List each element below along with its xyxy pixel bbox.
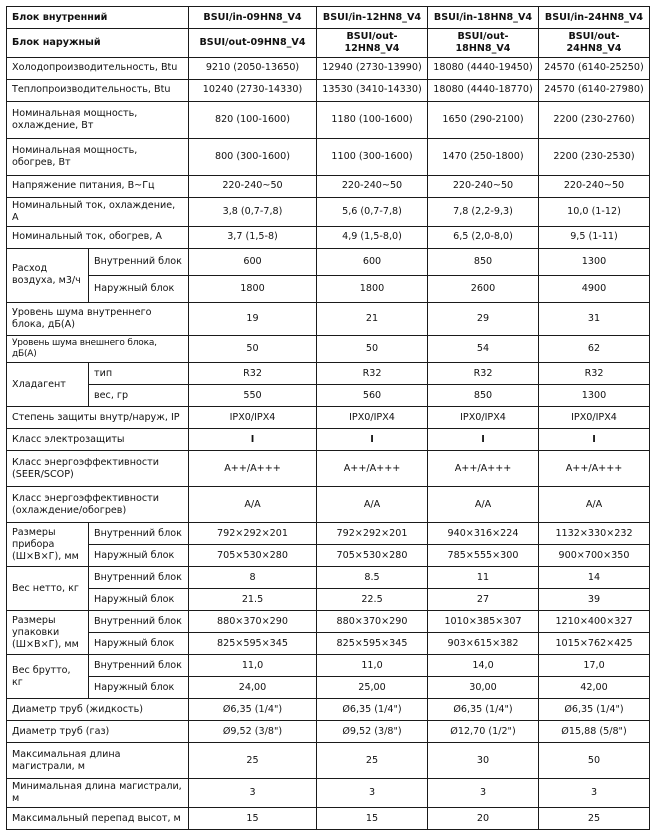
table-row-voltage: [7, 175, 650, 197]
value-cell: 11,0: [317, 655, 428, 677]
table-row-pipe-liquid: [7, 699, 650, 721]
value-cell: 54: [428, 335, 539, 363]
value-cell: 800 (300-1600): [189, 138, 317, 175]
outdoor-model: BSUI/out-24HN8_V4: [539, 29, 650, 58]
value-cell: 14,0: [428, 655, 539, 677]
sub-label: вес, гр: [89, 385, 189, 407]
value-cell: 7,8 (2,2-9,3): [428, 197, 539, 226]
value-cell: 17,0: [539, 655, 650, 677]
value-cell: 825×595×345: [317, 633, 428, 655]
table-row-current-cool: [7, 197, 650, 226]
value-cell: 560: [317, 385, 428, 407]
table-row-dimensions-indoor: [7, 523, 650, 545]
row-label: Максимальная длина магистрали, м: [7, 743, 189, 779]
row-label: Степень защиты внутр/наруж, IP: [7, 407, 189, 429]
value-cell: 3: [428, 779, 539, 808]
value-cell: 27: [428, 589, 539, 611]
value-cell: 940×316×224: [428, 523, 539, 545]
table-row-dimensions-outdoor: [7, 545, 650, 567]
value-cell: 825×595×345: [189, 633, 317, 655]
value-cell: 6,5 (2,0-8,0): [428, 226, 539, 248]
outdoor-model: BSUI/out-12HN8_V4: [317, 29, 428, 58]
sub-label: Внутренний блок: [89, 655, 189, 677]
table-row-package-outdoor: [7, 633, 650, 655]
table-row-max-length: [7, 743, 650, 779]
value-cell: 18080 (4440-19450): [428, 57, 539, 79]
value-cell: 25: [317, 743, 428, 779]
value-cell: 903×615×382: [428, 633, 539, 655]
value-cell: 4,9 (1,5-8,0): [317, 226, 428, 248]
value-cell: 9,5 (1-11): [539, 226, 650, 248]
value-cell: 880×370×290: [317, 611, 428, 633]
value-cell: 15: [317, 808, 428, 830]
value-cell: 820 (100-1600): [189, 101, 317, 138]
value-cell: 11,0: [189, 655, 317, 677]
value-cell: 850: [428, 248, 539, 275]
row-label: Максимальный перепад высот, м: [7, 808, 189, 830]
sub-label: Внутренний блок: [89, 523, 189, 545]
value-cell: 2200 (230-2760): [539, 101, 650, 138]
indoor-model: BSUI/in-09HN8_V4: [189, 7, 317, 29]
value-cell: 600: [189, 248, 317, 275]
sub-label: Наружный блок: [89, 589, 189, 611]
table-row-min-length: [7, 779, 650, 808]
sub-label: Внутренний блок: [89, 248, 189, 275]
value-cell: 4900: [539, 275, 650, 302]
value-cell: Ø6,35 (1/4"): [189, 699, 317, 721]
header-row-outdoor: [7, 29, 650, 58]
sub-label: Наружный блок: [89, 545, 189, 567]
value-cell: 21: [317, 302, 428, 335]
value-cell: 5,6 (0,7-7,8): [317, 197, 428, 226]
value-cell: 18080 (4440-18770): [428, 79, 539, 101]
value-cell: 880×370×290: [189, 611, 317, 633]
table-row-gross-weight-indoor: [7, 655, 650, 677]
value-cell: 13530 (3410-14330): [317, 79, 428, 101]
value-cell: 10240 (2730-14330): [189, 79, 317, 101]
value-cell: 8: [189, 567, 317, 589]
row-label: Номинальный ток, охлаждение, А: [7, 197, 189, 226]
value-cell: 1100 (300-1600): [317, 138, 428, 175]
value-cell: 792×292×201: [189, 523, 317, 545]
value-cell: 30: [428, 743, 539, 779]
row-label: Класс энергоэффективности (охлаждение/обогрев): [7, 487, 189, 523]
table-row-package-indoor: [7, 611, 650, 633]
value-cell: A/A: [317, 487, 428, 523]
row-label: Минимальная длина магистрали, м: [7, 779, 189, 808]
value-cell: A/A: [189, 487, 317, 523]
table-row-protection: [7, 407, 650, 429]
value-cell: A/A: [428, 487, 539, 523]
table-row-current-heat: [7, 226, 650, 248]
table-row-power-cool: [7, 101, 650, 138]
value-cell: 31: [539, 302, 650, 335]
value-cell: 9210 (2050-13650): [189, 57, 317, 79]
value-cell: A/A: [539, 487, 650, 523]
value-cell: R32: [428, 363, 539, 385]
table-row-net-weight-indoor: [7, 567, 650, 589]
outdoor-unit-label: Блок наружный: [7, 29, 189, 58]
value-cell: A++/A+++: [539, 451, 650, 487]
value-cell: 220-240~50: [317, 175, 428, 197]
value-cell: I: [428, 429, 539, 451]
table-row-noise-outdoor: [7, 335, 650, 363]
value-cell: R32: [317, 363, 428, 385]
value-cell: 1470 (250-1800): [428, 138, 539, 175]
value-cell: 2600: [428, 275, 539, 302]
value-cell: 705×530×280: [317, 545, 428, 567]
value-cell: 220-240~50: [189, 175, 317, 197]
value-cell: 3,7 (1,5-8): [189, 226, 317, 248]
value-cell: Ø6,35 (1/4"): [317, 699, 428, 721]
table-row-energy-cool-heat: [7, 487, 650, 523]
value-cell: 19: [189, 302, 317, 335]
value-cell: 8.5: [317, 567, 428, 589]
table-row-net-weight-outdoor: [7, 589, 650, 611]
value-cell: 1300: [539, 248, 650, 275]
table-row-gross-weight-outdoor: [7, 677, 650, 699]
row-label: Теплопроизводительность, Btu: [7, 79, 189, 101]
spec-table: [6, 6, 650, 830]
value-cell: 24,00: [189, 677, 317, 699]
value-cell: 24570 (6140-25250): [539, 57, 650, 79]
row-label: Уровень шума внутреннего блока, дБ(А): [7, 302, 189, 335]
row-label: Диаметр труб (жидкость): [7, 699, 189, 721]
value-cell: 600: [317, 248, 428, 275]
value-cell: 792×292×201: [317, 523, 428, 545]
row-label: Номинальная мощность, охлаждение, Вт: [7, 101, 189, 138]
value-cell: 25: [189, 743, 317, 779]
indoor-model: BSUI/in-18HN8_V4: [428, 7, 539, 29]
value-cell: 1650 (290-2100): [428, 101, 539, 138]
value-cell: 3: [189, 779, 317, 808]
table-row-noise-indoor: [7, 302, 650, 335]
value-cell: R32: [189, 363, 317, 385]
indoor-unit-label: Блок внутренний: [7, 7, 189, 29]
row-label: Класс электрозащиты: [7, 429, 189, 451]
value-cell: IPX0/IPX4: [428, 407, 539, 429]
row-label: Диаметр труб (газ): [7, 721, 189, 743]
sub-label: Внутренний блок: [89, 611, 189, 633]
value-cell: 900×700×350: [539, 545, 650, 567]
value-cell: 3: [317, 779, 428, 808]
value-cell: 220-240~50: [539, 175, 650, 197]
value-cell: A++/A+++: [317, 451, 428, 487]
table-row-refrigerant-type: [7, 363, 650, 385]
value-cell: I: [317, 429, 428, 451]
value-cell: 705×530×280: [189, 545, 317, 567]
row-label: Холодопроизводительность, Btu: [7, 57, 189, 79]
table-row-energy-seer: [7, 451, 650, 487]
table-row-heat-capacity: [7, 79, 650, 101]
value-cell: 25: [539, 808, 650, 830]
row-label: Класс энергоэффективности (SEER/SCOP): [7, 451, 189, 487]
value-cell: 24570 (6140-27980): [539, 79, 650, 101]
value-cell: 1800: [317, 275, 428, 302]
value-cell: R32: [539, 363, 650, 385]
value-cell: Ø12,70 (1/2"): [428, 721, 539, 743]
value-cell: Ø6,35 (1/4"): [539, 699, 650, 721]
indoor-model: BSUI/in-24HN8_V4: [539, 7, 650, 29]
value-cell: I: [539, 429, 650, 451]
sub-label: Наружный блок: [89, 275, 189, 302]
value-cell: 62: [539, 335, 650, 363]
value-cell: IPX0/IPX4: [317, 407, 428, 429]
group-label: Расход воздуха, м3/ч: [7, 248, 89, 302]
value-cell: A++/A+++: [189, 451, 317, 487]
indoor-model: BSUI/in-12HN8_V4: [317, 7, 428, 29]
value-cell: 1132×330×232: [539, 523, 650, 545]
group-label: Вес нетто, кг: [7, 567, 89, 611]
table-row-cool-capacity: [7, 57, 650, 79]
table-row-power-heat: [7, 138, 650, 175]
value-cell: 10,0 (1-12): [539, 197, 650, 226]
value-cell: 50: [317, 335, 428, 363]
header-row-indoor: [7, 7, 650, 29]
table-row-airflow-indoor: [7, 248, 650, 275]
value-cell: 12940 (2730-13990): [317, 57, 428, 79]
row-label: Напряжение питания, В~Гц: [7, 175, 189, 197]
value-cell: 3,8 (0,7-7,8): [189, 197, 317, 226]
value-cell: IPX0/IPX4: [539, 407, 650, 429]
value-cell: 1015×762×425: [539, 633, 650, 655]
value-cell: 2200 (230-2530): [539, 138, 650, 175]
value-cell: 50: [189, 335, 317, 363]
group-label: Размеры прибора (Ш×В×Г), мм: [7, 523, 89, 567]
value-cell: 785×555×300: [428, 545, 539, 567]
value-cell: 850: [428, 385, 539, 407]
value-cell: 1300: [539, 385, 650, 407]
value-cell: Ø6,35 (1/4"): [428, 699, 539, 721]
outdoor-model: BSUI/out-09HN8_V4: [189, 29, 317, 58]
table-row-airflow-outdoor: [7, 275, 650, 302]
value-cell: 220-240~50: [428, 175, 539, 197]
value-cell: 25,00: [317, 677, 428, 699]
group-label: Хладагент: [7, 363, 89, 407]
sub-label: Внутренний блок: [89, 567, 189, 589]
value-cell: 14: [539, 567, 650, 589]
value-cell: 1800: [189, 275, 317, 302]
value-cell: 1180 (100-1600): [317, 101, 428, 138]
sub-label: Наружный блок: [89, 633, 189, 655]
value-cell: 1210×400×327: [539, 611, 650, 633]
table-row-pipe-gas: [7, 721, 650, 743]
group-label: Размеры упаковки (Ш×В×Г), мм: [7, 611, 89, 655]
value-cell: I: [189, 429, 317, 451]
value-cell: 3: [539, 779, 650, 808]
table-row-refrigerant-weight: [7, 385, 650, 407]
value-cell: Ø9,52 (3/8"): [189, 721, 317, 743]
value-cell: Ø15,88 (5/8"): [539, 721, 650, 743]
row-label: Уровень шума внешнего блока, дБ(А): [7, 335, 189, 363]
value-cell: 11: [428, 567, 539, 589]
value-cell: 42,00: [539, 677, 650, 699]
sub-label: Наружный блок: [89, 677, 189, 699]
value-cell: 1010×385×307: [428, 611, 539, 633]
value-cell: 22.5: [317, 589, 428, 611]
group-label: Вес брутто, кг: [7, 655, 89, 699]
value-cell: A++/A+++: [428, 451, 539, 487]
value-cell: 15: [189, 808, 317, 830]
row-label: Номинальный ток, обогрев, А: [7, 226, 189, 248]
value-cell: 30,00: [428, 677, 539, 699]
value-cell: IPX0/IPX4: [189, 407, 317, 429]
table-row-electric-class: [7, 429, 650, 451]
value-cell: 50: [539, 743, 650, 779]
value-cell: 550: [189, 385, 317, 407]
sub-label: тип: [89, 363, 189, 385]
outdoor-model: BSUI/out-18HN8_V4: [428, 29, 539, 58]
value-cell: 39: [539, 589, 650, 611]
value-cell: 20: [428, 808, 539, 830]
value-cell: 21.5: [189, 589, 317, 611]
row-label: Номинальная мощность, обогрев, Вт: [7, 138, 189, 175]
value-cell: Ø9,52 (3/8"): [317, 721, 428, 743]
value-cell: 29: [428, 302, 539, 335]
